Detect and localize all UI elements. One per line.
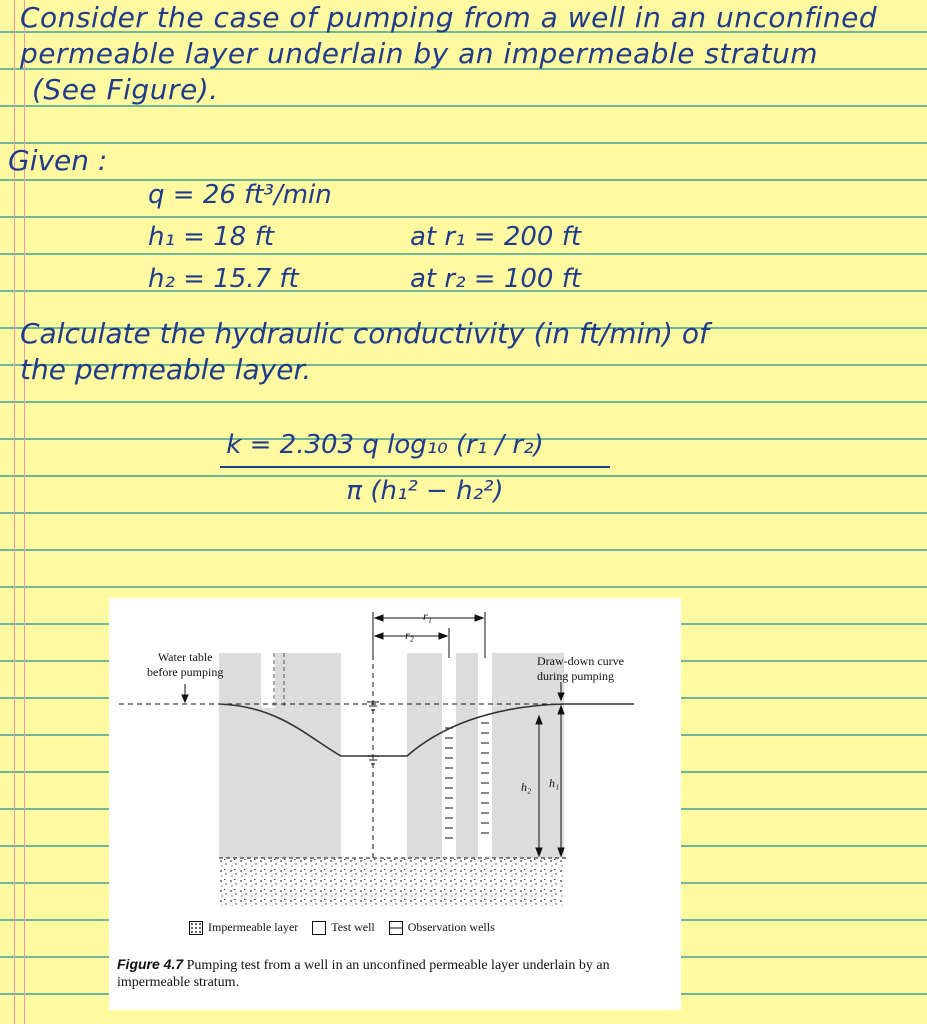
formula-denominator: π (h₁² − h₂²) [346, 476, 504, 506]
formula-numerator: k = 2.303 q log₁₀ (r₁ / r₂) [226, 430, 544, 460]
given-q: q = 26 ft³/min [148, 180, 332, 210]
fraction-bar [220, 466, 610, 468]
water-table-label-line: Water table [157, 650, 213, 664]
drawdown-label [537, 654, 624, 684]
given-label: Given : [8, 144, 108, 177]
question-line: Calculate the hydraulic conductivity (in ft/min) of [20, 317, 709, 350]
test-well-swatch-icon [312, 921, 326, 935]
caption-tag: Figure 4.7 [117, 956, 184, 972]
problem-line: (See Figure). [32, 73, 219, 106]
legend-observation-wells [389, 920, 495, 935]
figure-legend [189, 920, 495, 935]
problem-line: permeable layer underlain by an impermeable stratum [20, 37, 819, 70]
drawdown-label-line: during pumping [537, 669, 614, 683]
observation-well-2 [478, 653, 492, 858]
h1-label: h₁ [549, 776, 560, 790]
legend-test-well [312, 920, 374, 935]
question-line: the permeable layer. [20, 353, 312, 386]
observation-well-left [261, 653, 275, 708]
impermeable-swatch-icon [189, 921, 203, 935]
given-r1: at r₁ = 200 ft [410, 222, 582, 252]
problem-line: Consider the case of pumping from a well in an unconfined [20, 1, 878, 34]
water-table-label-line: before pumping [147, 665, 224, 679]
conductivity-formula [150, 430, 620, 506]
drawdown-label-line: Draw-down curve [537, 654, 624, 668]
figure-caption [117, 956, 677, 991]
observation-swatch-icon [389, 921, 403, 935]
h2-label: h₂ [521, 780, 532, 794]
water-table-label [147, 650, 223, 680]
legend-observation-label: Observation wells [407, 920, 495, 934]
pumping-diagram [109, 598, 681, 918]
given-r2: at r₂ = 100 ft [410, 264, 582, 294]
figure-4-7 [109, 598, 681, 1010]
given-h2: h₂ = 15.7 ft [148, 264, 299, 294]
impermeable-layer [219, 858, 564, 906]
question [20, 316, 709, 388]
given-h1: h₁ = 18 ft [148, 222, 274, 252]
problem-statement [20, 0, 877, 108]
r2-label: r₂ [405, 628, 414, 642]
caption-text: Pumping test from a well in an unconfined permeable layer underlain by an impermeable stratum. [117, 958, 610, 990]
r1-label: r₁ [423, 609, 432, 623]
legend-test-well-label: Test well [331, 920, 375, 934]
observation-well-1 [442, 653, 456, 858]
legend-impermeable [189, 920, 298, 935]
legend-impermeable-label: Impermeable layer [208, 920, 299, 934]
